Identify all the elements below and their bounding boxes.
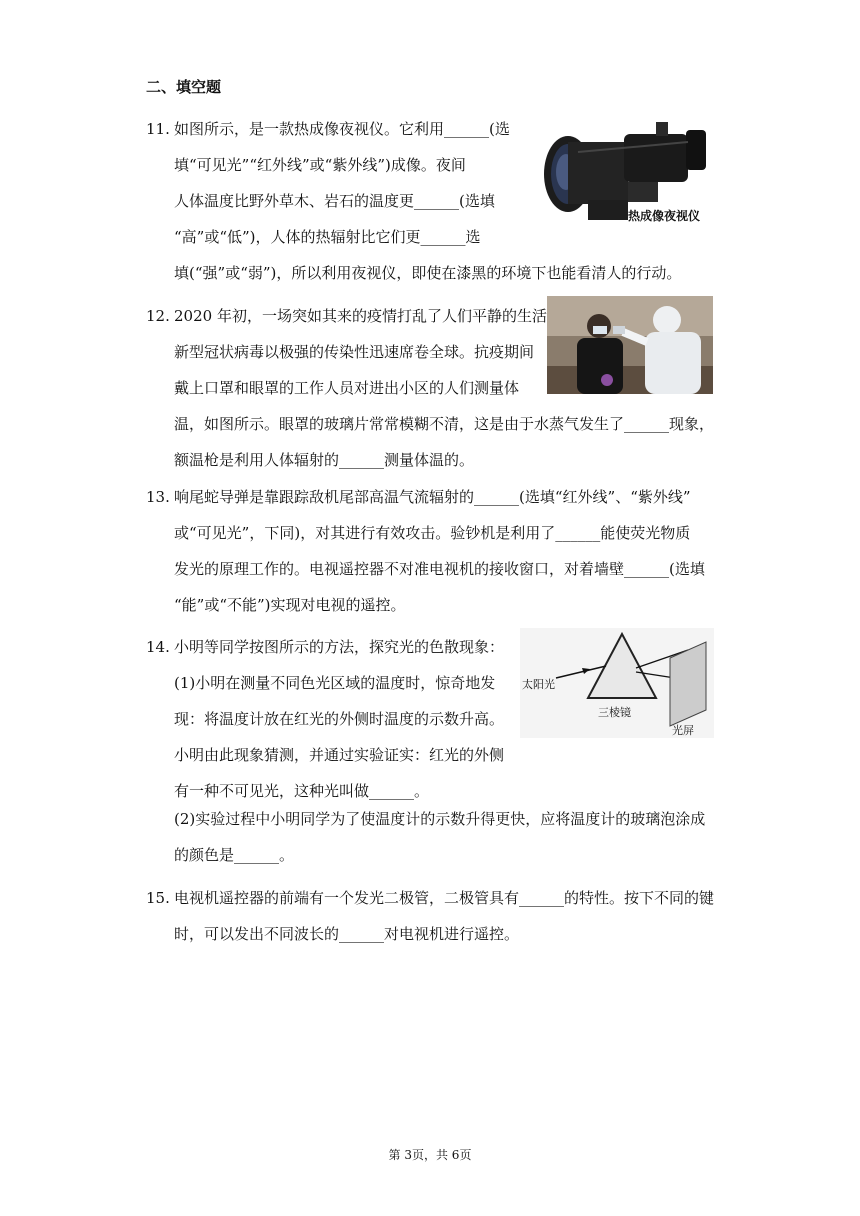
question-line: 温，如图所示。眼罩的玻璃片常常模糊不清，这是由于水蒸气发生了______现象， (174, 415, 715, 433)
question-line: 有一种不可见光，这种光叫做______。 (174, 782, 430, 800)
question-line: 小明由此现象猜测，并通过实验证实：红光的外侧 (174, 746, 505, 764)
question-line: 如图所示，是一款热成像夜视仪。它利用______(选 (174, 120, 510, 138)
temperature-check-photo (547, 296, 713, 394)
question-line: 填(“强”或“弱”)，所以利用夜视仪，即使在漆黑的环境下也能看清人的行动。 (174, 264, 682, 282)
thermal-night-vision-image (538, 112, 714, 240)
question-number: 11. (146, 120, 170, 138)
section-title: 二、填空题 (146, 78, 222, 96)
question-line: 人体温度比野外草木、岩石的温度更______(选填 (174, 192, 495, 210)
question-number: 13. (146, 488, 170, 506)
question-line: 现：将温度计放在红光的外侧时温度的示数升高。 (174, 710, 505, 728)
question-line: 2020 年初，一场突如其来的疫情打乱了人们平静的生活 (174, 307, 547, 325)
question-line: 戴上口罩和眼罩的工作人员对进出小区的人们测量体 (174, 379, 520, 397)
question-line: 电视机遥控器的前端有一个发光二极管，二极管具有______的特性。按下不同的键 (174, 889, 715, 907)
question-number: 12. (146, 307, 170, 325)
question-line: 或“可见光”，下同)，对其进行有效攻击。验钞机是利用了______能使荧光物质 (174, 524, 691, 542)
question-line: (1)小明在测量不同色光区域的温度时，惊奇地发 (174, 674, 496, 692)
page-footer: 第 3页，共 6页 (388, 1148, 472, 1162)
question-line: 的颜色是______。 (174, 846, 295, 864)
question-line: 额温枪是利用人体辐射的______测量体温的。 (174, 451, 475, 469)
question-number: 14. (146, 638, 170, 656)
question-line: 新型冠状病毒以极强的传染性迅速席卷全球。抗疫期间 (174, 343, 535, 361)
question-line: “能”或“不能”)实现对电视的遥控。 (174, 596, 406, 614)
question-line: 小明等同学按图所示的方法，探究光的色散现象： (174, 638, 505, 656)
question-line: 时，可以发出不同波长的______对电视机进行遥控。 (174, 925, 520, 943)
question-line: (2)实验过程中小明同学为了使温度计的示数升得更快，应将温度计的玻璃泡涂成 (174, 810, 706, 828)
screen-label: 光屏 (672, 724, 694, 737)
sun-light-label: 太阳光 (522, 678, 555, 691)
prism-label: 三棱镜 (598, 706, 631, 719)
question-line: 填“可见光”“红外线”或“紫外线”)成像。夜间 (174, 156, 466, 174)
prism-dispersion-diagram (520, 628, 714, 738)
question-number: 15. (146, 889, 170, 907)
question-line: 响尾蛇导弹是靠跟踪敌机尾部高温气流辐射的______(选填“红外线”、“紫外线” (174, 488, 691, 506)
figure-caption: 热成像夜视仪 (628, 209, 701, 223)
question-line: “高”或“低”)，人体的热辐射比它们更______选 (174, 228, 481, 246)
question-line: 发光的原理工作的。电视遥控器不对准电视机的接收窗口，对着墙壁______(选填 (174, 560, 705, 578)
